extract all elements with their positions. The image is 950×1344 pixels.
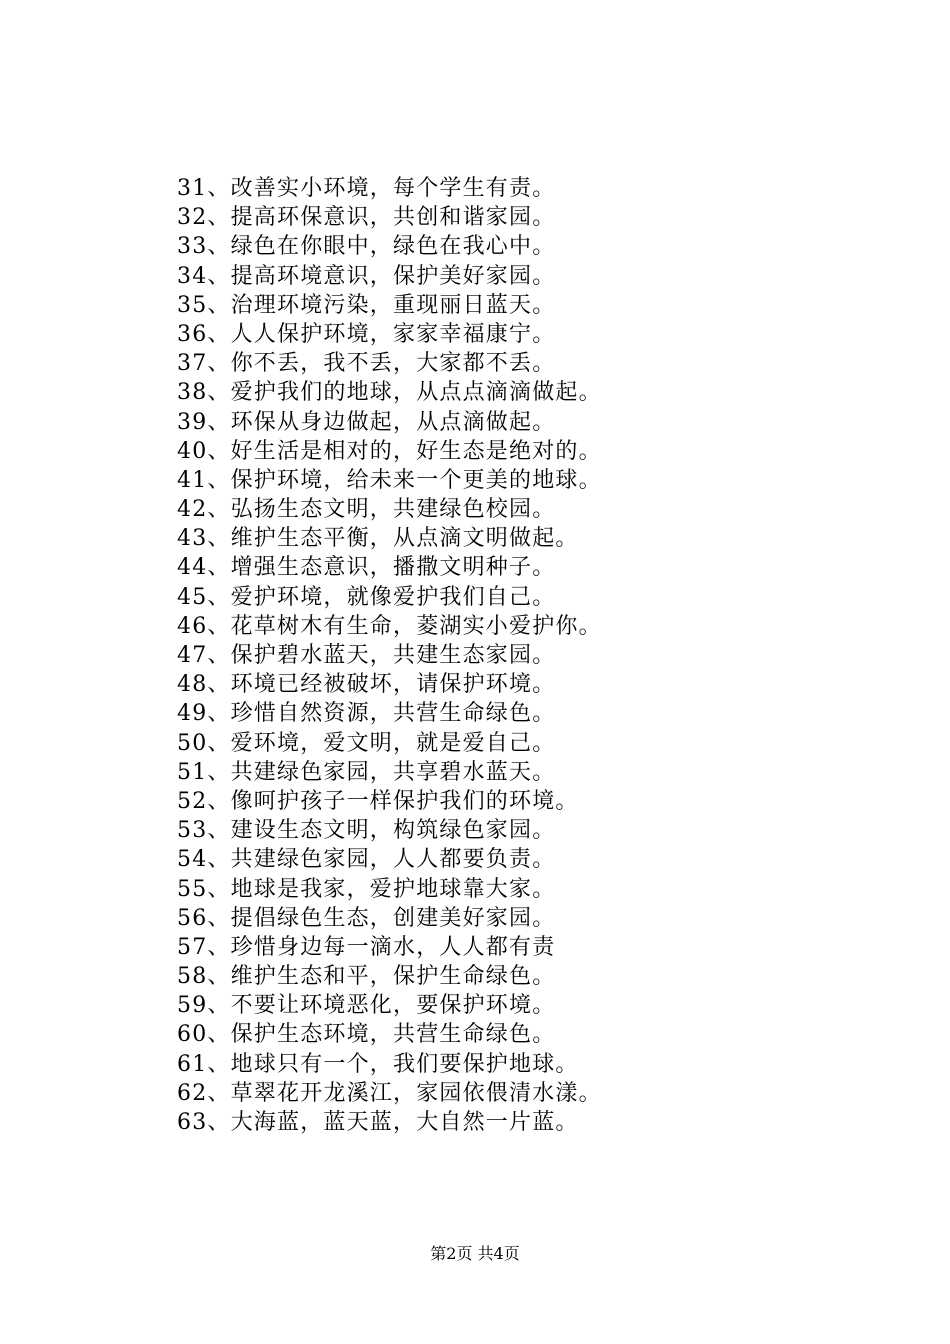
slogan-item: 52、像呵护孩子一样保护我们的环境。 — [177, 788, 579, 814]
slogan-item: 42、弘扬生态文明，共建绿色校园。 — [177, 497, 556, 523]
slogan-item: 44、增强生态意识，播撒文明种子。 — [177, 555, 556, 581]
slogan-item: 60、保护生态环境，共营生命绿色。 — [177, 1022, 556, 1048]
slogan-item: 53、建设生态文明，构筑绿色家园。 — [177, 818, 556, 844]
slogan-item: 43、维护生态平衡，从点滴文明做起。 — [177, 526, 579, 552]
slogan-item: 45、爱护环境，就像爱护我们自己。 — [177, 584, 556, 610]
slogan-item: 59、不要让环境恶化，要保护环境。 — [177, 993, 556, 1019]
slogan-item: 57、珍惜身边每一滴水，人人都有责 — [177, 934, 556, 960]
slogan-item: 54、共建绿色家园，人人都要负责。 — [177, 847, 556, 873]
slogan-item: 47、保护碧水蓝天，共建生态家园。 — [177, 643, 556, 668]
slogan-item: 32、提高环保意识，共创和谐家园。 — [177, 205, 556, 231]
slogan-item: 46、花草树木有生命，菱湖实小爱护你。 — [177, 613, 602, 639]
slogan-item: 37、你不丢，我不丢，大家都不丢。 — [177, 351, 556, 377]
slogan-item: 56、提倡绿色生态，创建美好家园。 — [177, 905, 556, 931]
slogan-item: 55、地球是我家，爱护地球靠大家。 — [177, 876, 556, 902]
slogan-item: 40、好生活是相对的，好生态是绝对的。 — [177, 438, 602, 464]
slogan-item: 38、爱护我们的地球，从点点滴滴做起。 — [177, 380, 602, 406]
slogan-item: 33、绿色在你眼中，绿色在我心中。 — [177, 234, 556, 260]
slogan-item: 58、维护生态和平，保护生命绿色。 — [177, 964, 556, 990]
slogan-item: 35、治理环境污染，重现丽日蓝天。 — [177, 292, 556, 318]
slogan-item: 63、大海蓝，蓝天蓝，大自然一片蓝。 — [177, 1110, 579, 1135]
slogan-item: 48、环境已经被破坏，请保护环境。 — [177, 672, 556, 698]
slogan-item: 31、改善实小环境，每个学生有责。 — [177, 176, 556, 201]
slogan-item: 51、共建绿色家园，共享碧水蓝天。 — [177, 759, 556, 785]
slogan-list — [177, 174, 602, 1137]
slogan-item: 36、人人保护环境，家家幸福康宁。 — [177, 321, 556, 347]
slogan-item: 62、草翠花开龙溪江，家园依偎清水漾。 — [177, 1080, 602, 1106]
slogan-item: 61、地球只有一个，我们要保护地球。 — [177, 1051, 579, 1077]
slogan-item: 50、爱环境，爱文明，就是爱自己。 — [177, 730, 556, 756]
page-number-footer: 第2页 共4页 — [430, 1244, 520, 1263]
slogan-item: 39、环保从身边做起，从点滴做起。 — [177, 409, 556, 435]
slogan-item: 41、保护环境，给未来一个更美的地球。 — [177, 467, 602, 493]
slogan-item: 34、提高环境意识，保护美好家园。 — [177, 263, 556, 289]
slogan-item: 49、珍惜自然资源，共营生命绿色。 — [177, 701, 556, 727]
